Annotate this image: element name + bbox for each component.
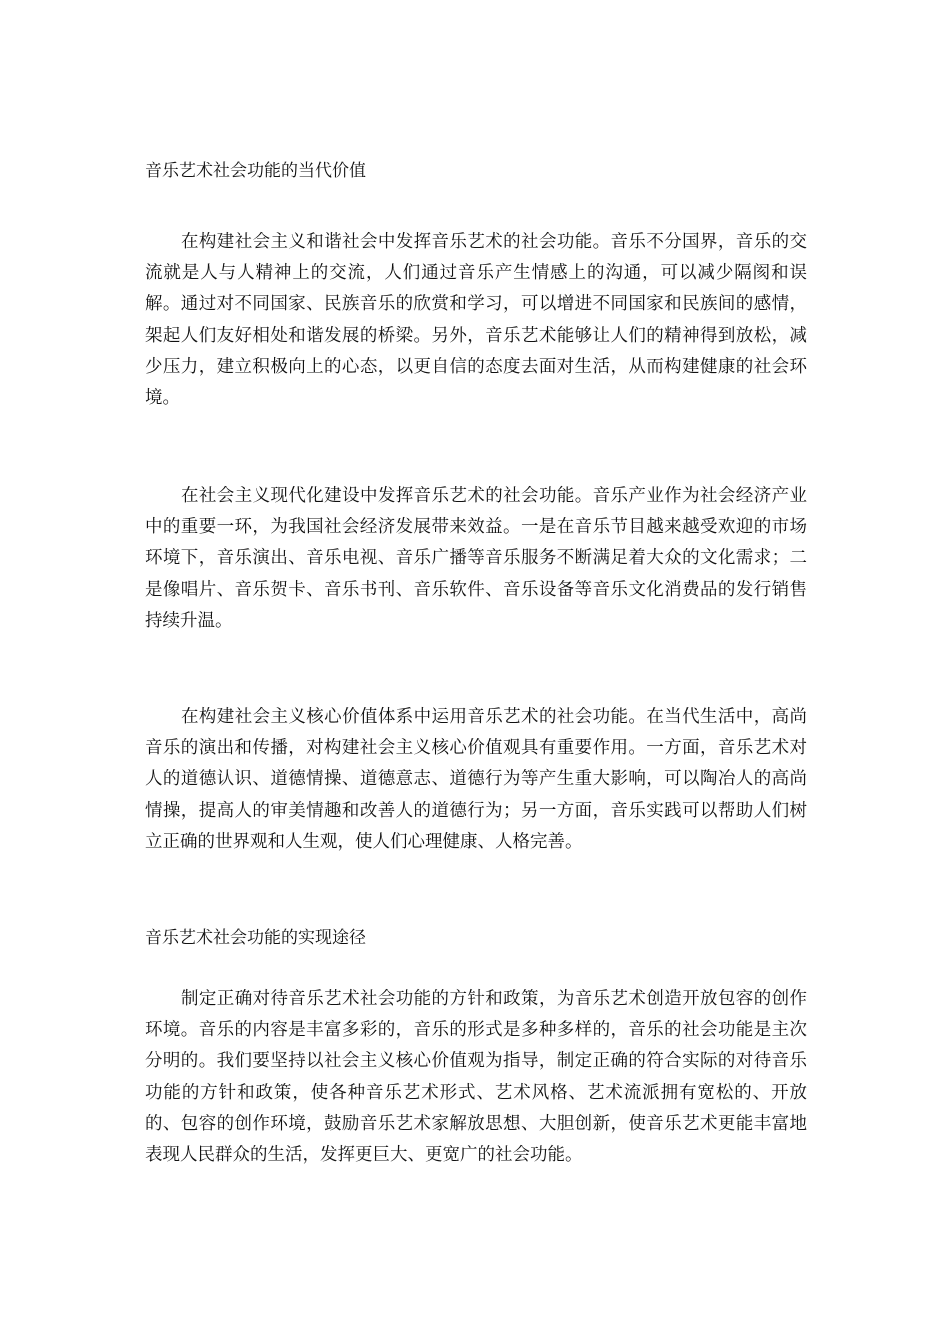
- body-paragraph: 在社会主义现代化建设中发挥音乐艺术的社会功能。音乐产业作为社会经济产业中的重要一环，为我国社会经济发展带来效益。一是在音乐节目越来越受欢迎的市场环境下，音乐演出、音乐电视、音乐广播等音乐服务不断满足着大众的文化需求；二是像唱片、音乐贺卡、音乐书刊、音乐软件、音乐设备等音乐文化消费品的发行销售持续升温。: [145, 486, 807, 631]
- section-heading: 音乐艺术社会功能的实现途径: [145, 928, 366, 948]
- body-paragraph: 在构建社会主义核心价值体系中运用音乐艺术的社会功能。在当代生活中，高尚音乐的演出和传播，对构建社会主义核心价值观具有重要作用。一方面，音乐艺术对人的道德认识、道德情操、道德意志、道德行为等产生重大影响，可以陶冶人的高尚情操，提高人的审美情趣和改善人的道德行为；另一方面，音乐实践可以帮助人们树立正确的世界观和人生观，使人们心理健康、人格完善。: [145, 707, 807, 852]
- body-paragraph: 制定正确对待音乐艺术社会功能的方针和政策，为音乐艺术创造开放包容的创作环境。音乐的内容是丰富多彩的，音乐的形式是多种多样的，音乐的社会功能是主次分明的。我们要坚持以社会主义核心价值观为指导，制定正确的符合实际的对待音乐功能的方针和政策，使各种音乐艺术形式、艺术风格、艺术流派拥有宽松的、开放的、包容的创作环境，鼓励音乐艺术家解放思想、大胆创新，使音乐艺术更能丰富地表现人民群众的生活，发挥更巨大、更宽广的社会功能。: [145, 989, 807, 1166]
- section-heading: 音乐艺术社会功能的当代价值: [145, 161, 366, 181]
- body-paragraph: 在构建社会主义和谐社会中发挥音乐艺术的社会功能。音乐不分国界，音乐的交流就是人与人精神上的交流，人们通过音乐产生情感上的沟通，可以减少隔阂和误解。通过对不同国家、民族音乐的欣赏和学习，可以增进不同国家和民族间的感情，架起人们友好相处和谐发展的桥梁。另外，音乐艺术能够让人们的精神得到放松，减少压力，建立积极向上的心态，以更自信的态度去面对生活，从而构建健康的社会环境。: [145, 232, 807, 409]
